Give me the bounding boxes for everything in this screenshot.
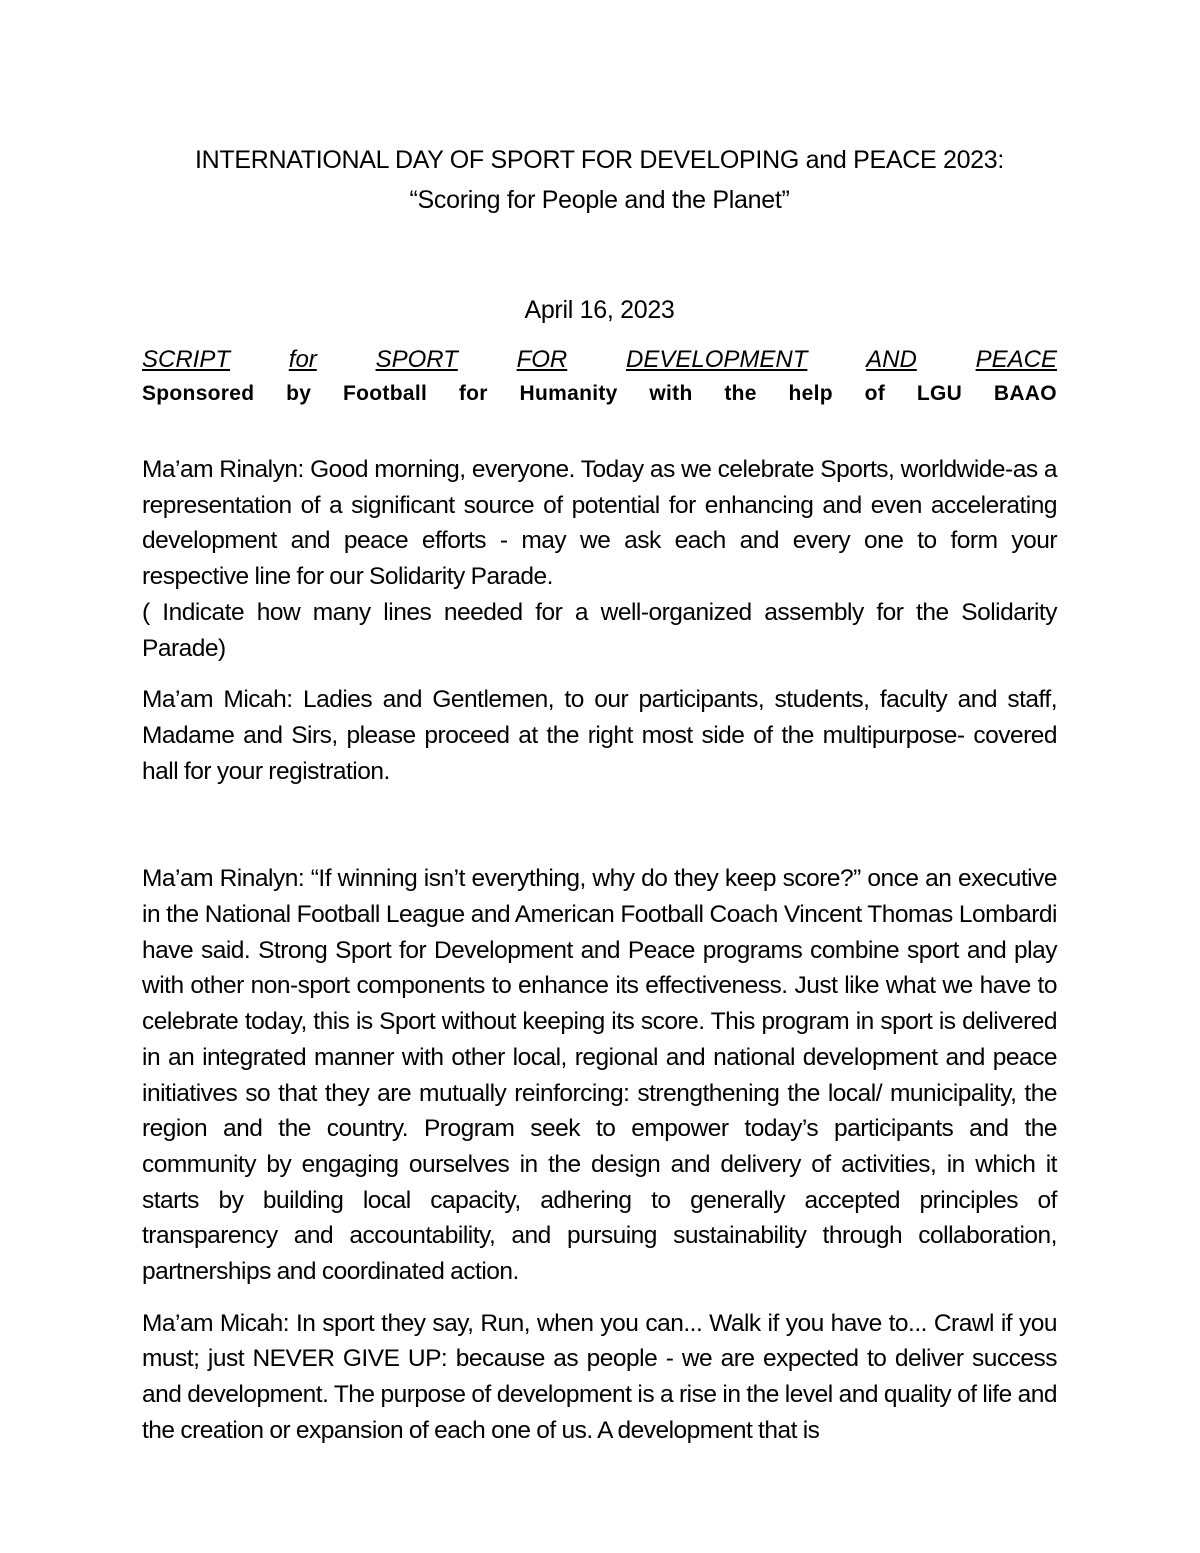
speaker-name: Ma’am Rinalyn: xyxy=(142,865,305,893)
document-page xyxy=(142,140,1057,1449)
paragraph-text: Good morning, everyone. Today as we celebrate Sports, worldwide-as a representation of a significant source of potential for enhancing and even accelerating development and peace efforts - may we ask each and every one to form your respective line for our Solidarity Parade. xyxy=(142,456,1057,591)
stage-note: ( Indicate how many lines needed for a well-organized assembly for the Solidarity Parade) xyxy=(142,598,1057,662)
paragraph-rinalyn-greeting xyxy=(142,452,1057,666)
sponsor-word: for xyxy=(458,382,488,405)
paragraph-text: Ladies and Gentlemen, to our participants, students, faculty and staff, Madame and Sirs, please proceed at the right most side of the multipurpose- covered hall for your registration. xyxy=(142,686,1058,785)
script-heading-word: DEVELOPMENT xyxy=(626,346,808,373)
sponsor-word: Humanity xyxy=(519,382,618,405)
paragraph-text: “If winning isn’t everything, why do they keep score?” once an executive in the National Football League and American Football Coach Vincent Thomas Lombardi have said. Strong Sport for Development and Peace programs combine sport and play with other non-sport components to enhance its effectiveness. Just like what we have to celebrate today, this is Sport without keeping its score. This program in sport is delivered in an integrated manner with other local, regional and national development and peace initiatives so that they are mutually reinforcing: strengthening the local/ municipality, the region and the country. Program seek to empower today’s participants and the community by engaging ourselves in the design and delivery of activities, in which it starts by building local capacity, adhering to generally accepted principles of transparency and accountability, and pursuing sustainability through collaboration, partnerships and coordinated action. xyxy=(142,865,1057,1286)
script-heading-word: SCRIPT xyxy=(142,346,231,373)
sponsor-word: help xyxy=(788,382,833,405)
speaker-name: Ma’am Micah: xyxy=(142,686,293,714)
paragraph-text: In sport they say, Run, when you can... Walk if you have to... Crawl if you must; just NEVER GIVE UP: because as people - we are expected to deliver success and development. The purpose of development is a rise in the level and quality of life and the creation or expansion of each one of us. A development that is xyxy=(142,1309,1057,1444)
sponsor-word: Sponsored xyxy=(142,382,255,405)
sponsor-word: the xyxy=(724,382,757,405)
sponsor-word: with xyxy=(649,382,693,405)
sponsor-word: by xyxy=(286,382,312,405)
paragraph-micah-registration xyxy=(142,682,1057,789)
speaker-name: Ma’am Micah: xyxy=(142,1309,290,1337)
script-heading-word: SPORT xyxy=(375,346,458,373)
title-line-1: INTERNATIONAL DAY OF SPORT FOR DEVELOPING and PEACE 2023: xyxy=(194,146,1005,174)
script-heading-word: PEACE xyxy=(975,346,1057,373)
script-heading xyxy=(142,344,1057,376)
script-heading-word: FOR xyxy=(516,346,568,373)
script-heading-word: AND xyxy=(866,346,917,373)
title-line-2: “Scoring for People and the Planet” xyxy=(409,186,790,214)
sponsor-word: of xyxy=(864,382,886,405)
event-date: April 16, 2023 xyxy=(524,296,675,324)
sponsor-word: Football xyxy=(343,382,428,405)
paragraph-micah-never-give-up xyxy=(142,1306,1057,1449)
script-heading-word: for xyxy=(288,346,317,373)
sponsor-word: LGU xyxy=(916,382,963,405)
sponsor-word: BAAO xyxy=(993,382,1057,405)
paragraph-rinalyn-lombardi xyxy=(142,861,1057,1289)
speaker-name: Ma’am Rinalyn: xyxy=(142,456,304,483)
sponsor-line xyxy=(142,378,1057,410)
